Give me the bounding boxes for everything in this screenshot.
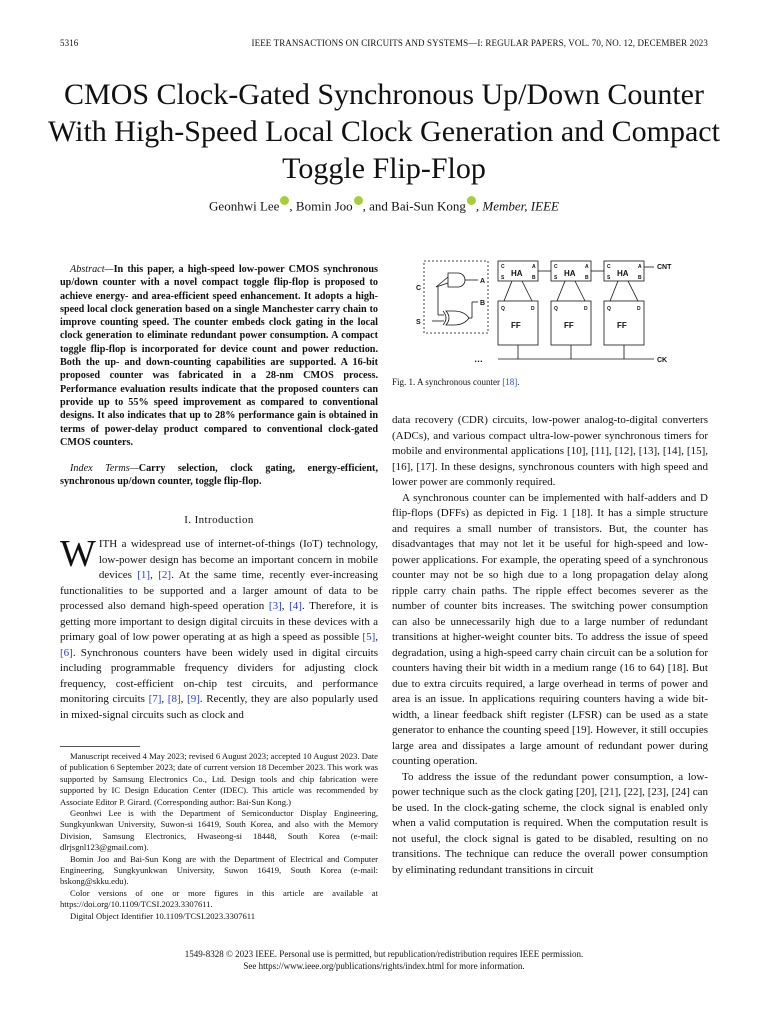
body-paragraph: To address the issue of the redundant power consumption, a low-power technique such as the clock gating [20], [21], [22], [23], [24] can be used. In the clock-gating scheme, the clock signal is enabled only when a valid computation is required. When the computation result is not useful, the clock signal is gated to be disabled, resulting on no transitions. The technique can reduce the overall power consumption by eliminating redundant transitions in circuit: [392, 770, 708, 876]
footnote: Manuscript received 4 May 2023; revised 6 August 2023; accepted 10 August 2023. Date of publication 6 September 2023; date of current version 18 December 2023. This work was supported by Samsung Electronics Co., Ltd. Design tools and chip fabrication were supported by IC Design Education Center (IDEC). This article was recommended by Associate Editor P. Girard. (Corresponding author: Bai-Sun Kong.): [60, 751, 378, 807]
port-label: C: [501, 264, 505, 270]
port-label: B: [532, 275, 536, 281]
intro-paragraph: [60, 533, 379, 723]
citation-link[interactable]: [8]: [167, 693, 181, 705]
citation-link[interactable]: [3]: [268, 600, 282, 612]
figure-1-schematic: [392, 255, 692, 375]
drop-cap: W: [60, 533, 96, 575]
port-label: S: [554, 275, 558, 281]
intro-text: ,: [161, 693, 168, 705]
signal-label: CNT: [657, 264, 672, 271]
port-label: A: [532, 264, 536, 270]
port-label: C: [607, 264, 611, 270]
index-terms-label: Index Terms—: [70, 463, 139, 474]
port-label: S: [501, 275, 505, 281]
ellipsis: …: [474, 354, 483, 364]
signal-label: CK: [657, 357, 668, 364]
orcid-icon[interactable]: [354, 196, 363, 205]
and-gate: [448, 273, 465, 287]
footnotes: [60, 751, 378, 922]
author-membership: , Member, IEEE: [475, 198, 559, 214]
gate-box: [424, 261, 488, 333]
ha-label: HA: [511, 269, 523, 278]
citation-link[interactable]: [2]: [158, 569, 172, 581]
caption-text: .: [517, 377, 520, 387]
footnote-rule: [60, 746, 140, 747]
footnote: Color versions of one or more figures in this article are available at https://doi.org/10.1109/TCSI.2023.3307611.: [60, 887, 378, 910]
ff-label: FF: [511, 321, 521, 330]
copyright-line: 1549-8328 © 2023 IEEE. Personal use is permitted, but republication/redistribution requires IEEE permission.: [184, 949, 584, 959]
port-label: Q: [501, 306, 505, 312]
xor-gate: [446, 311, 469, 325]
intro-text: . At the same time, recently ever-increasing functionalities to be supported and a larger amount of data to be processed also demand high-speed operation: [60, 569, 378, 612]
intro-text: ,: [281, 600, 290, 612]
intro-text: . Therefore, it is getting more important to design digital circuits in these devices with a primary goal of low power operating at as high a speed as possible: [60, 600, 378, 643]
author-line: [40, 196, 728, 214]
abstract-label: Abstract—: [70, 264, 114, 275]
citation-link[interactable]: [5]: [362, 631, 376, 643]
journal-header: IEEE TRANSACTIONS ON CIRCUITS AND SYSTEMS—I: REGULAR PAPERS, VOL. 70, NO. 12, DECEMBER 2023: [251, 38, 708, 48]
caption-text: Fig. 1. A synchronous counter: [392, 377, 503, 387]
copyright-line: See https://www.ieee.org/publications/rights/index.html for more information.: [243, 961, 525, 971]
footnote: Bomin Joo and Bai-Sun Kong are with the Department of Electrical and Computer Engineering, Sungkyunkwan University, Suwon 16419, South Korea (e-mail: bskong@skku.edu).: [60, 853, 378, 887]
page-number: 5316: [60, 38, 79, 48]
citation-link[interactable]: [4]: [289, 600, 302, 612]
intro-text: ITH a widespread use of internet-of-things (IoT) technology, low-power design has become an important concern in mobile devices: [98, 538, 378, 581]
port-label: A: [638, 264, 642, 270]
intro-text: ,: [180, 693, 188, 705]
footnote: Digital Object Identifier 10.1109/TCSI.2023.3307611: [70, 910, 256, 921]
orcid-icon[interactable]: [467, 196, 476, 205]
intro-text: . Synchronous counters have been widely used in digital circuits including programmable frequency dividers for adjusting clock frequency, cost-efficient on-chip test circuits, and performance monitoring circuits: [60, 646, 378, 705]
signal-label: C: [416, 285, 422, 292]
intro-text: ,: [375, 631, 378, 643]
intro-text: ,: [150, 569, 159, 581]
abstract-text: In this paper, a high-speed low-power CMOS synchronous up/down counter with a novel compact toggle flip-flop is proposed to achieve energy- and area-efficient speed enhancement. It adopts a high-speed local clock generation based on a single Manchester carry chain to improve counting speed. The counter embeds clock gating in the local clock generation to eliminate redundant power consumption. A compact toggle flip-flop is incorporated for device count and power reduction. Both the up- and down-counting capabilities are supported. A 16-bit proposed counter was fabricated in a 28-nm CMOS process. Performance evaluation results indicate that the proposed counters can provide up to 55% speed improvement as compared to conventional designs. It also indicates that up to 28% performance gain is obtained in terms of power-delay product compared to conventional clock-gated CMOS counters.: [60, 264, 378, 448]
abstract: [60, 263, 378, 449]
intro-text: . Recently, they are also popularly used in mixed-signal circuits such as clock and: [60, 693, 379, 721]
port-label: A: [585, 264, 589, 270]
index-terms: [60, 462, 378, 489]
ff-label: FF: [564, 321, 574, 330]
author-name: , Bomin Joo: [289, 198, 353, 214]
citation-link[interactable]: [18]: [502, 377, 518, 387]
paper-title: CMOS Clock-Gated Synchronous Up/Down Counter With High-Speed Local Clock Generation and Compact Toggle Flip-Flop: [48, 78, 720, 185]
port-label: B: [638, 275, 642, 281]
port-label: D: [531, 306, 535, 312]
port-label: Q: [554, 306, 558, 312]
ha-label: HA: [617, 269, 629, 278]
ha-label: HA: [564, 269, 576, 278]
body-paragraph: A synchronous counter can be implemented with half-adders and D flip-flops (DFFs) as depicted in Fig. 1 [18]. It has a simple structure and requires a small number of transistors. But, the counter has disadvantages that may not let it be useful for high-speed and low-power applications. For example, the operating speed of a synchronous counter may not be so high due to a long propagation delay along ripple carry chain paths. The ripple effect becomes severer as the number of counter bits increases. The switching power consumption can also be unnecessarily high due to a large number of redundant transitions at higher-weight counter bits. To address the issue of speed degradation, using a high-speed carry chain circuit can be a solution for counters having their bit width in a medium range (16 to 64) [18]. But due to extra circuits required, a large overhead in terms of power and area is an issue. In applications requiring counters having a wide bit-width, a linear feedback shift register (LFSR) can be used as a state generator to enhance the counting speed [19]. However, it still occupies large area and dissipates a large amount of redundant power during counting operation.: [392, 491, 708, 767]
body-paragraph: data recovery (CDR) circuits, low-power analog-to-digital converters (ADCs), and various compact ultra-low-power synchronous timers for mobile and environmental applications [10], [11], [12], [13], [14], [15], [16], [17]. In these designs, synchronous counters with high speed and lower power are commonly required.: [392, 414, 708, 488]
footnote: Geonhwi Lee is with the Department of Semiconductor Display Engineering, Sungkyunkwan University, Suwon-si 16419, South Korea, and also with the Memory Division, Samsung Electronics, Hwaseong-si 18448, South Korea (e-mail: dlrjsgnl123@gmail.com).: [60, 808, 378, 853]
index-terms-text: Carry selection, clock gating, energy-efficient, synchronous up/down counter, toggle flip-flop.: [60, 463, 378, 488]
port-label: D: [584, 306, 588, 312]
section-heading: I. Introduction: [184, 514, 254, 526]
port-label: D: [637, 306, 641, 312]
citation-link[interactable]: [7]: [148, 693, 162, 705]
port-label: Q: [607, 306, 611, 312]
figure-caption: [392, 377, 520, 387]
ff-label: FF: [617, 321, 627, 330]
signal-label: S: [416, 319, 421, 326]
port-label: B: [585, 275, 589, 281]
citation-link[interactable]: [6]: [60, 646, 73, 659]
author-name: , and Bai-Sun Kong: [362, 198, 466, 214]
port-label: S: [607, 275, 611, 281]
right-column: [392, 413, 708, 878]
citation-link[interactable]: [9]: [187, 693, 200, 705]
signal-label: B: [480, 300, 486, 307]
citation-link[interactable]: [1]: [137, 569, 151, 581]
author-name: Geonhwi Lee: [209, 198, 280, 214]
port-label: C: [554, 264, 558, 270]
copyright-notice: [40, 948, 728, 972]
signal-label: A: [480, 278, 486, 285]
